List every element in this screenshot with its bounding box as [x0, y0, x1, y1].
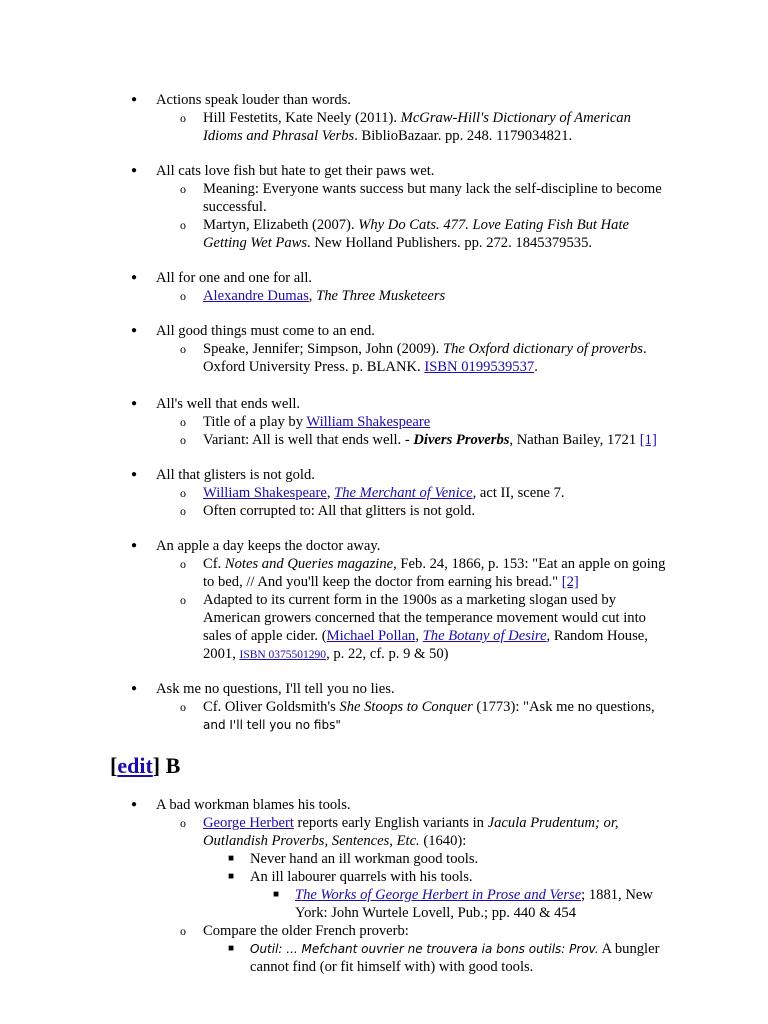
citation: [203, 340, 703, 376]
section-heading: [110, 752, 180, 780]
translation-text: cannot find (or fit himself with) with good tools.: [250, 959, 534, 975]
note: [203, 814, 703, 850]
bullet: ●: [131, 469, 138, 480]
edit-link[interactable]: edit: [117, 753, 153, 778]
note-text: , Nathan Bailey, 1721: [509, 432, 640, 448]
bullet: ●: [131, 165, 138, 176]
bullet: ●: [131, 272, 138, 283]
work-title: Jacula Prudentum; or,: [487, 815, 619, 831]
citation-text: Cf. Oliver Goldsmith's: [203, 699, 340, 715]
note-text: , Random House,: [546, 628, 648, 644]
link-william-shakespeare[interactable]: William Shakespeare: [306, 414, 431, 430]
bullet: ●: [131, 799, 138, 810]
bracket: [: [110, 753, 118, 778]
sub-bullet: o: [180, 816, 186, 830]
link-isbn[interactable]: ISBN 0375501290: [239, 649, 327, 661]
citation-text: Oxford University Press. p. BLANK.: [203, 359, 425, 375]
sub-bullet: o: [180, 342, 186, 356]
note-text: reports early English variants in: [293, 815, 488, 831]
sub-bullet: o: [180, 182, 186, 196]
bullet: ●: [131, 325, 138, 336]
sub-bullet: o: [180, 218, 186, 232]
citation: [203, 109, 703, 145]
citation-text: York: John Wurtele Lovell, Pub.; pp. 440 & 454: [295, 905, 577, 921]
bullet: ●: [131, 540, 138, 551]
citation-text: to bed, // And you'll keep the doctor from earning his bread.": [203, 574, 562, 590]
link-william-shakespeare[interactable]: William Shakespeare: [203, 485, 327, 501]
citation-title-cont: Idioms and Phrasal Verbs: [203, 128, 355, 144]
note-text: (1640):: [419, 833, 467, 849]
citation-text: .: [642, 341, 647, 357]
note: Compare the older French proverb:: [203, 923, 409, 939]
citation-text: Hill Festetits, Kate Neely (2011).: [203, 110, 401, 126]
proverb-text: All for one and one for all.: [156, 270, 313, 286]
citation-text: , act II, scene 7.: [472, 485, 565, 501]
citation-title: Why Do Cats. 477. Love Eating Fish But Hate: [358, 217, 629, 233]
citation-text: ; 1881, New: [581, 887, 653, 903]
proverb-text: All's well that ends well.: [156, 396, 301, 412]
citation: [203, 555, 703, 591]
sub-bullet: o: [180, 486, 186, 500]
source-title: Divers Proverbs: [413, 432, 510, 448]
proverb-text: All that glisters is not gold.: [156, 467, 315, 483]
footnote-link[interactable]: [2]: [561, 574, 579, 590]
note-text: 2001,: [203, 646, 240, 662]
work-title-cont: Outlandish Proverbs, Sentences, Etc.: [203, 833, 420, 849]
link-works-of-george-herbert[interactable]: [295, 887, 581, 903]
work-title: The Works of George Herbert in Prose and Verse: [295, 887, 582, 903]
citation-title: The Oxford dictionary of proverbs: [442, 341, 643, 357]
proverb-text: Ask me no questions, I'll tell you no lies.: [156, 681, 395, 697]
bullet: ●: [131, 683, 138, 694]
work-title: The Three Musketeers: [316, 288, 446, 304]
meaning-note: [203, 180, 703, 216]
note-text: American growers concerned that the temperance movement would cut into: [203, 610, 646, 626]
separator: ,: [326, 485, 335, 501]
translation-text: A bungler: [598, 941, 660, 957]
work-title: The Merchant of Venice: [334, 485, 473, 501]
citation: [203, 287, 703, 305]
link-michael-pollan[interactable]: Michael Pollan: [326, 628, 416, 644]
sub-sub-bullet: ■: [228, 871, 235, 882]
bullet: ●: [131, 398, 138, 409]
note-text: Adapted to its current form in the 1900s as a marketing slogan used by: [203, 592, 616, 608]
citation-title: Notes and Queries magazine: [224, 556, 394, 572]
french-proverb: [250, 940, 690, 976]
variant: An ill labourer quarrels with his tools.: [250, 869, 473, 885]
citation-text: Cf.: [203, 556, 225, 572]
sub-sub-bullet: ■: [228, 943, 235, 954]
citation-text: Speake, Jennifer; Simpson, John (2009).: [203, 341, 443, 357]
note-text: successful.: [203, 199, 267, 215]
section-title: ] B: [152, 753, 181, 778]
sub-bullet: o: [180, 111, 186, 125]
separator: ,: [415, 628, 423, 644]
citation-title-cont: Getting Wet Paws: [203, 235, 308, 251]
citation: [203, 484, 703, 502]
note-text: Meaning: Everyone wants success but many lack the self-discipline to become: [203, 181, 662, 197]
proverb-text: Actions speak louder than words.: [156, 92, 351, 108]
sub-bullet: o: [180, 289, 186, 303]
citation-text: . BiblioBazaar. pp. 248. 1179034821.: [354, 128, 573, 144]
variant: Never hand an ill workman good tools.: [250, 851, 479, 867]
sub-sub-sub-bullet: ■: [273, 889, 280, 900]
note: [203, 591, 703, 664]
variant-note: [203, 431, 703, 449]
note: [203, 413, 703, 431]
proverb-text: All cats love fish but hate to get their paws wet.: [156, 163, 435, 179]
sub-bullet: o: [180, 700, 186, 714]
proverb-text: An apple a day keeps the doctor away.: [156, 538, 381, 554]
note: Often corrupted to: All that glitters is not gold.: [203, 503, 475, 519]
note-text: sales of apple cider. (: [203, 628, 327, 644]
footnote-link[interactable]: [1]: [639, 432, 657, 448]
proverb-text: A bad workman blames his tools.: [156, 797, 351, 813]
note-text: Variant: All is well that ends well. -: [203, 432, 414, 448]
sub-bullet: o: [180, 433, 186, 447]
work-title: The Botany of Desire: [422, 628, 547, 644]
citation: [295, 886, 695, 922]
link-george-herbert[interactable]: George Herbert: [203, 815, 294, 831]
sub-sub-bullet: ■: [228, 853, 235, 864]
citation-text: (1773): "Ask me no questions,: [472, 699, 655, 715]
citation-text: , Feb. 24, 1866, p. 153: "Eat an apple on going: [393, 556, 666, 572]
citation-text: . New Holland Publishers. pp. 272. 1845379535.: [307, 235, 593, 251]
sub-bullet: o: [180, 593, 186, 607]
link-isbn[interactable]: ISBN 0199539537: [424, 359, 535, 375]
sub-bullet: o: [180, 504, 186, 518]
bullet: ●: [131, 94, 138, 105]
link-botany-of-desire[interactable]: [423, 628, 547, 644]
citation-title: She Stoops to Conquer: [339, 699, 473, 715]
citation: [203, 216, 703, 252]
french-text: Outil: ... Mefchant ouvrier ne trouvera ia bons outils: Prov.: [250, 942, 599, 956]
citation: [203, 698, 703, 734]
separator: ,: [308, 288, 317, 304]
sub-bullet: o: [180, 557, 186, 571]
proverb-text: All good things must come to an end.: [156, 323, 375, 339]
sub-bullet: o: [180, 415, 186, 429]
note-text: , p. 22, cf. p. 9 & 50): [326, 646, 449, 662]
citation-text: .: [534, 359, 538, 375]
note-text: Title of a play by: [203, 414, 307, 430]
sub-bullet: o: [180, 924, 186, 938]
citation-title: McGraw-Hill's Dictionary of American: [400, 110, 631, 126]
citation-text: Martyn, Elizabeth (2007).: [203, 217, 359, 233]
link-merchant-of-venice[interactable]: [334, 485, 472, 501]
citation-text: and I'll tell you no fibs": [203, 718, 341, 732]
link-alexandre-dumas[interactable]: Alexandre Dumas: [203, 288, 309, 304]
